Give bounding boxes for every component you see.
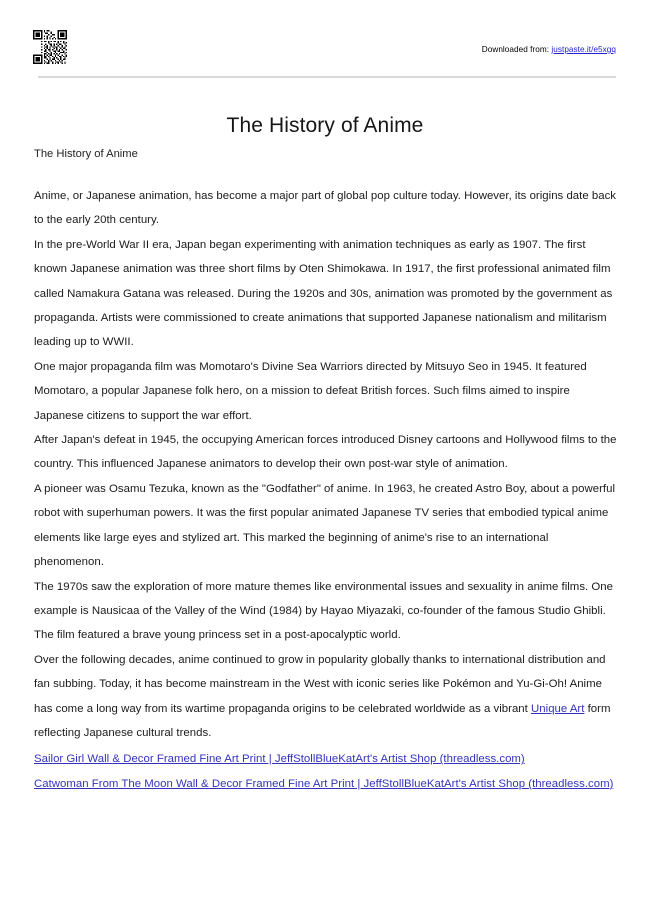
- paragraph-6: The 1970s saw the exploration of more mature themes like environmental issues and sexuality in anime films. One example is Nausicaa of the Valley of the Wind (1984) by Hayao Miyazaki, co-founder of the famous Studio Ghibli. The film featured a brave young princess set in a post-apocalyptic world.: [34, 580, 613, 642]
- paragraph-1: Anime, or Japanese animation, has become a major part of global pop culture today. However, its origins date back to the early 20th century.: [34, 190, 617, 227]
- qr-code-icon: [33, 30, 67, 64]
- page-header: [0, 0, 650, 58]
- unique-art-link[interactable]: Unique Art: [531, 702, 585, 715]
- paragraph-7: [34, 648, 618, 746]
- downloaded-from-label: Downloaded from:: [481, 45, 550, 54]
- paragraph-5: A pioneer was Osamu Tezuka, known as the "Godfather" of anime. In 1963, he created Astro Boy, about a powerful robot with superhuman powers. It was the first popular animated Japanese TV series that embodied typical anime elements like large eyes and stylized art. This marked the beginning of anime's rise to an international phenomenon.: [34, 482, 615, 569]
- downloaded-from-note: [482, 45, 616, 55]
- reference-link-sailor-girl[interactable]: Sailor Girl Wall & Decor Framed Fine Art Print | JeffStollBlueKatArt's Artist Shop (threadless.com): [34, 753, 525, 766]
- document-subtitle: The History of Anime: [34, 148, 138, 160]
- page-title: The History of Anime: [226, 114, 424, 138]
- paragraph-2: In the pre-World War II era, Japan began experimenting with animation techniques as early as 1907. The first known Japanese animation was three short films by Oten Shimokawa. In 1917, the first professional animated film called Namakura Gatana was released. During the 1920s and 30s, animation was promoted by the government as propaganda. Artists were commissioned to create animations that supported Japanese nationalism and militarism leading up to WWII.: [34, 238, 613, 349]
- reference-link-catwoman-from-the-moon[interactable]: Catwoman From The Moon Wall & Decor Framed Fine Art Print | JeffStollBlueKatArt's Artist Shop (threadless.com): [34, 777, 614, 790]
- paragraph-4: After Japan's defeat in 1945, the occupying American forces introduced Disney cartoons and Hollywood films to the country. This influenced Japanese animators to develop their own post-war style of animation.: [34, 434, 617, 471]
- paragraph-3: One major propaganda film was Momotaro's Divine Sea Warriors directed by Mitsuyo Seo in 1945. It featured Momotaro, a popular Japanese folk hero, on a mission to defeat British forces. Such films aimed to inspire Japanese citizens to support the war effort.: [34, 360, 587, 422]
- document-content: [34, 146, 618, 796]
- paragraph-7-text-before-link: Over the following decades, anime continued to grow in popularity globally thanks to international distribution and fan subbing. Today, it has become mainstream in the West with iconic series like Pokémon and Yu-Gi-Oh! Anime has come a long way from its wartime propaganda origins to be celebrated worldwide as a vibrant: [34, 653, 606, 715]
- paragraph-7-text-after-link: form reflecting Japanese cultural trends.: [34, 702, 611, 739]
- header-divider: [38, 76, 616, 78]
- reference-links: [34, 747, 618, 796]
- source-url-link[interactable]: justpaste.it/e5xgq: [551, 45, 616, 54]
